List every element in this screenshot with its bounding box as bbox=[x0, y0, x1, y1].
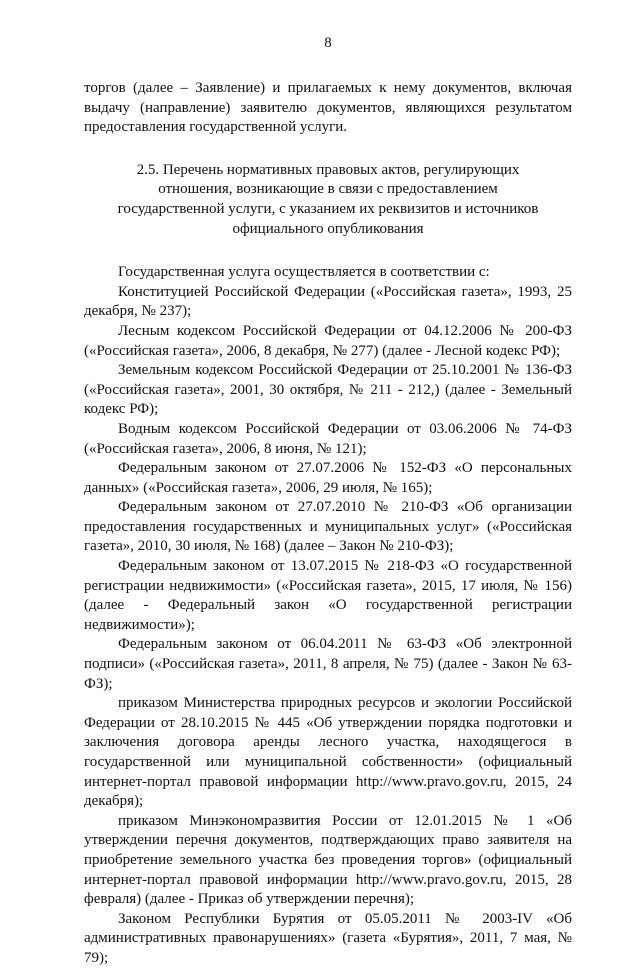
paragraph-personal-data-law: Федеральным законом от 27.07.2006 № 152-ФЗ «О персональных данных» («Российская газета», 2006, 29 июля, № 165); bbox=[84, 460, 572, 496]
paragraph-registration-law: Федеральным законом от 13.07.2015 № 218-ФЗ «О государственной регистрации недвижимости» («Российская газета», 2015, 17 июля, № 156) (далее - Федеральный закон «О государственной регистрации недвижимости»); bbox=[84, 558, 572, 633]
intro-paragraph: торгов (далее – Заявление) и прилагаемых к нему документов, включая выдачу (направление) заявителю документов, являющихся результатом предоставления государственной услуги. bbox=[84, 80, 572, 136]
paragraph-e-signature-law: Федеральным законом от 06.04.2011 № 63-ФЗ «Об электронной подписи» («Российская газета», 2011, 8 апреля, № 75) (далее - Закон № 63-ФЗ); bbox=[84, 636, 572, 692]
paragraph-forest-code: Лесным кодексом Российской Федерации от 04.12.2006 № 200-ФЗ («Российская газета», 2006, 8 декабря, № 277) (далее - Лесной кодекс РФ); bbox=[84, 322, 572, 359]
paragraph-land-code: Земельным кодексом Российской Федерации от 25.10.2001 № 136-ФЗ («Российская газета», 2001, 30 октября, № 211 - 212,) (далее - Земельный кодекс РФ); bbox=[84, 362, 572, 418]
paragraph-constitution: Конституцией Российской Федерации («Российская газета», 1993, 25 декабря, № 237); bbox=[84, 283, 572, 320]
page-number: 8 bbox=[324, 35, 332, 51]
paragraph-buryatia-law: Законом Республики Бурятия от 05.05.2011 № 2003-IV «Об административных правонарушениях» (газета «Бурятия», 2011, 7 мая, № 79); bbox=[84, 910, 572, 966]
section-heading: 2.5. Перечень нормативных правовых актов, регулирующих отношения, возникающие в связи с предоставлением государственной услуги, с указанием их реквизитов и источников официального опубликования bbox=[117, 161, 539, 237]
paragraph-environment-order: приказом Министерства природных ресурсов и экологии Российской Федерации от 28.10.2015 № 445 «Об утверждении порядка подготовки и заключения договора аренды лесного участка, находящегося в государственной или муниципальной собственности» (официальный интернет-портал правовой информации http://www.pravo.gov.ru, 2015, 24 декабря); bbox=[84, 695, 572, 810]
paragraph-water-code: Водным кодексом Российской Федерации от 03.06.2006 № 74-ФЗ («Российская газета», 2006, 8 июня, № 121); bbox=[84, 420, 572, 457]
paragraph-economy-order: приказом Минэкономразвития России от 12.01.2015 № 1 «Об утверждении перечня документов, подтверждающих право заявителя на приобретение земельного участка без проведения торгов» (официальный интернет-портал правовой информации http://www.pravo.gov.ru, 2015, 28 февраля) (далее - Приказ об утверждении перечня); bbox=[84, 812, 572, 908]
document-page bbox=[84, 34, 572, 969]
paragraph-basis: Государственная услуга осуществляется в соответствии с: bbox=[118, 264, 490, 281]
paragraph-services-law: Федеральным законом от 27.07.2010 № 210-ФЗ «Об организации предоставления государственных и муниципальных услуг» («Российская газета», 2010, 30 июля, № 168) (далее – Закон № 210-ФЗ); bbox=[84, 499, 572, 555]
